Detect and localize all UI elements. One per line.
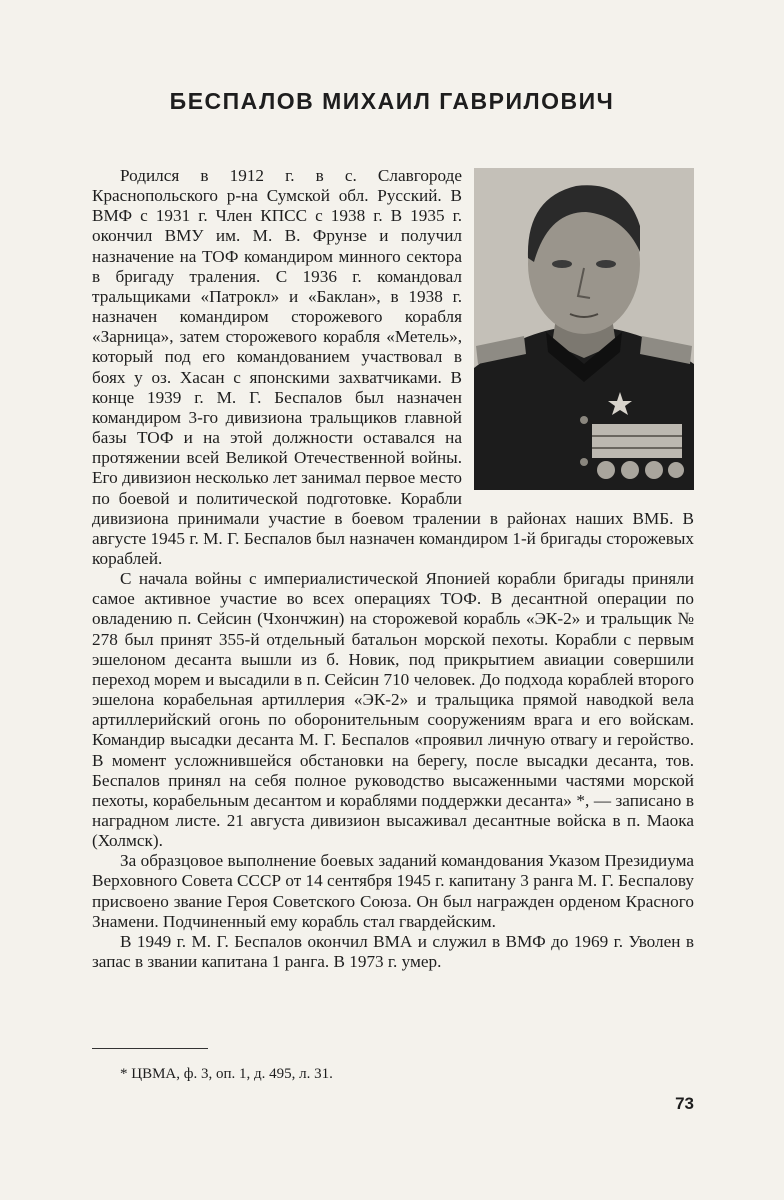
footnote: * ЦВМА, ф. 3, оп. 1, д. 495, л. 31.	[120, 1066, 333, 1082]
portrait-photo	[474, 168, 694, 490]
biography-text	[92, 166, 694, 972]
page-title: БЕСПАЛОВ МИХАИЛ ГАВРИЛОВИЧ	[169, 88, 615, 114]
page-number: 73	[675, 1094, 694, 1113]
paragraph: Родился в 1912 г. в с. Славгороде Краснопольского р-на Сумской обл. Русский. В ВМФ с 1931 г. Член КПСС с 1938 г. В 1935 г. окончил ВМУ им. М. В. Фрунзе и получил назначение на ТОФ командиром минного сектора в бригаду траления. С 1936 г. командовал тральщиками «Патрокл» и «Баклан», в 1938 г. назначен командиром сторожевого корабля «Зарница», затем сторожевого корабля «Метель», который под его командованием участвовал в боях у оз. Хасан с японскими захватчиками. В конце 1939 г. М. Г. Беспалов был назначен командиром 3-го дивизиона тральщиков главной базы ТОФ и на этой должности оставался на протяжении всей Великой Отечественной войны. Его дивизион несколько лет занимал первое место по боевой и политической подготовке. Корабли дивизиона принимали участие в боевом тралении в районах наших ВМБ. В августе 1945 г. М. Г. Беспалов был назначен командиром 1-й бригады сторожевых кораблей.	[92, 166, 694, 568]
paragraph: За образцовое выполнение боевых заданий командования Указом Президиума Верховного Совета СССР от 14 сентября 1945 г. капитану 3 ранга М. Г. Беспалову присвоено звание Героя Советского Союза. Он был награжден орденом Красного Знамени. Подчиненный ему корабль стал гвардейским.	[92, 851, 694, 931]
paragraph: В 1949 г. М. Г. Беспалов окончил ВМА и служил в ВМФ до 1969 г. Уволен в запас в звании капитана 1 ранга. В 1973 г. умер.	[92, 931, 694, 972]
paragraph: С начала войны с империалистической Японией корабли бригады приняли самое активное участие во всех операциях ТОФ. В десантной операции по овладению п. Сейсин (Чхончжин) на сторожевой корабль «ЭК-2» и тральщик № 278 был принят 355-й отдельный батальон морской пехоты. Корабли с первым эшелоном десанта вышли из б. Новик, под прикрытием авиации совершили переход морем и высадили в п. Сейсин 710 человек. До подхода кораблей второго эшелона корабельная артиллерия «ЭК-2» и тральщика прямой наводкой вела артиллерийский огонь по оборонительным сооружениям врага и его войскам. Командир высадки десанта М. Г. Беспалов «проявил личную отвагу и геройство. В момент усложнившейся обстановки на берегу, после высадки десанта, тов. Беспалов принял на себя полное руководство высаженными частями морской пехоты, корабельным десантом и кораблями поддержки десанта» *, — записано в наградном листе. 21 августа дивизион высаживал десантные войска в п. Маока (Холмск).	[92, 569, 694, 851]
footnote-rule	[92, 1048, 208, 1049]
